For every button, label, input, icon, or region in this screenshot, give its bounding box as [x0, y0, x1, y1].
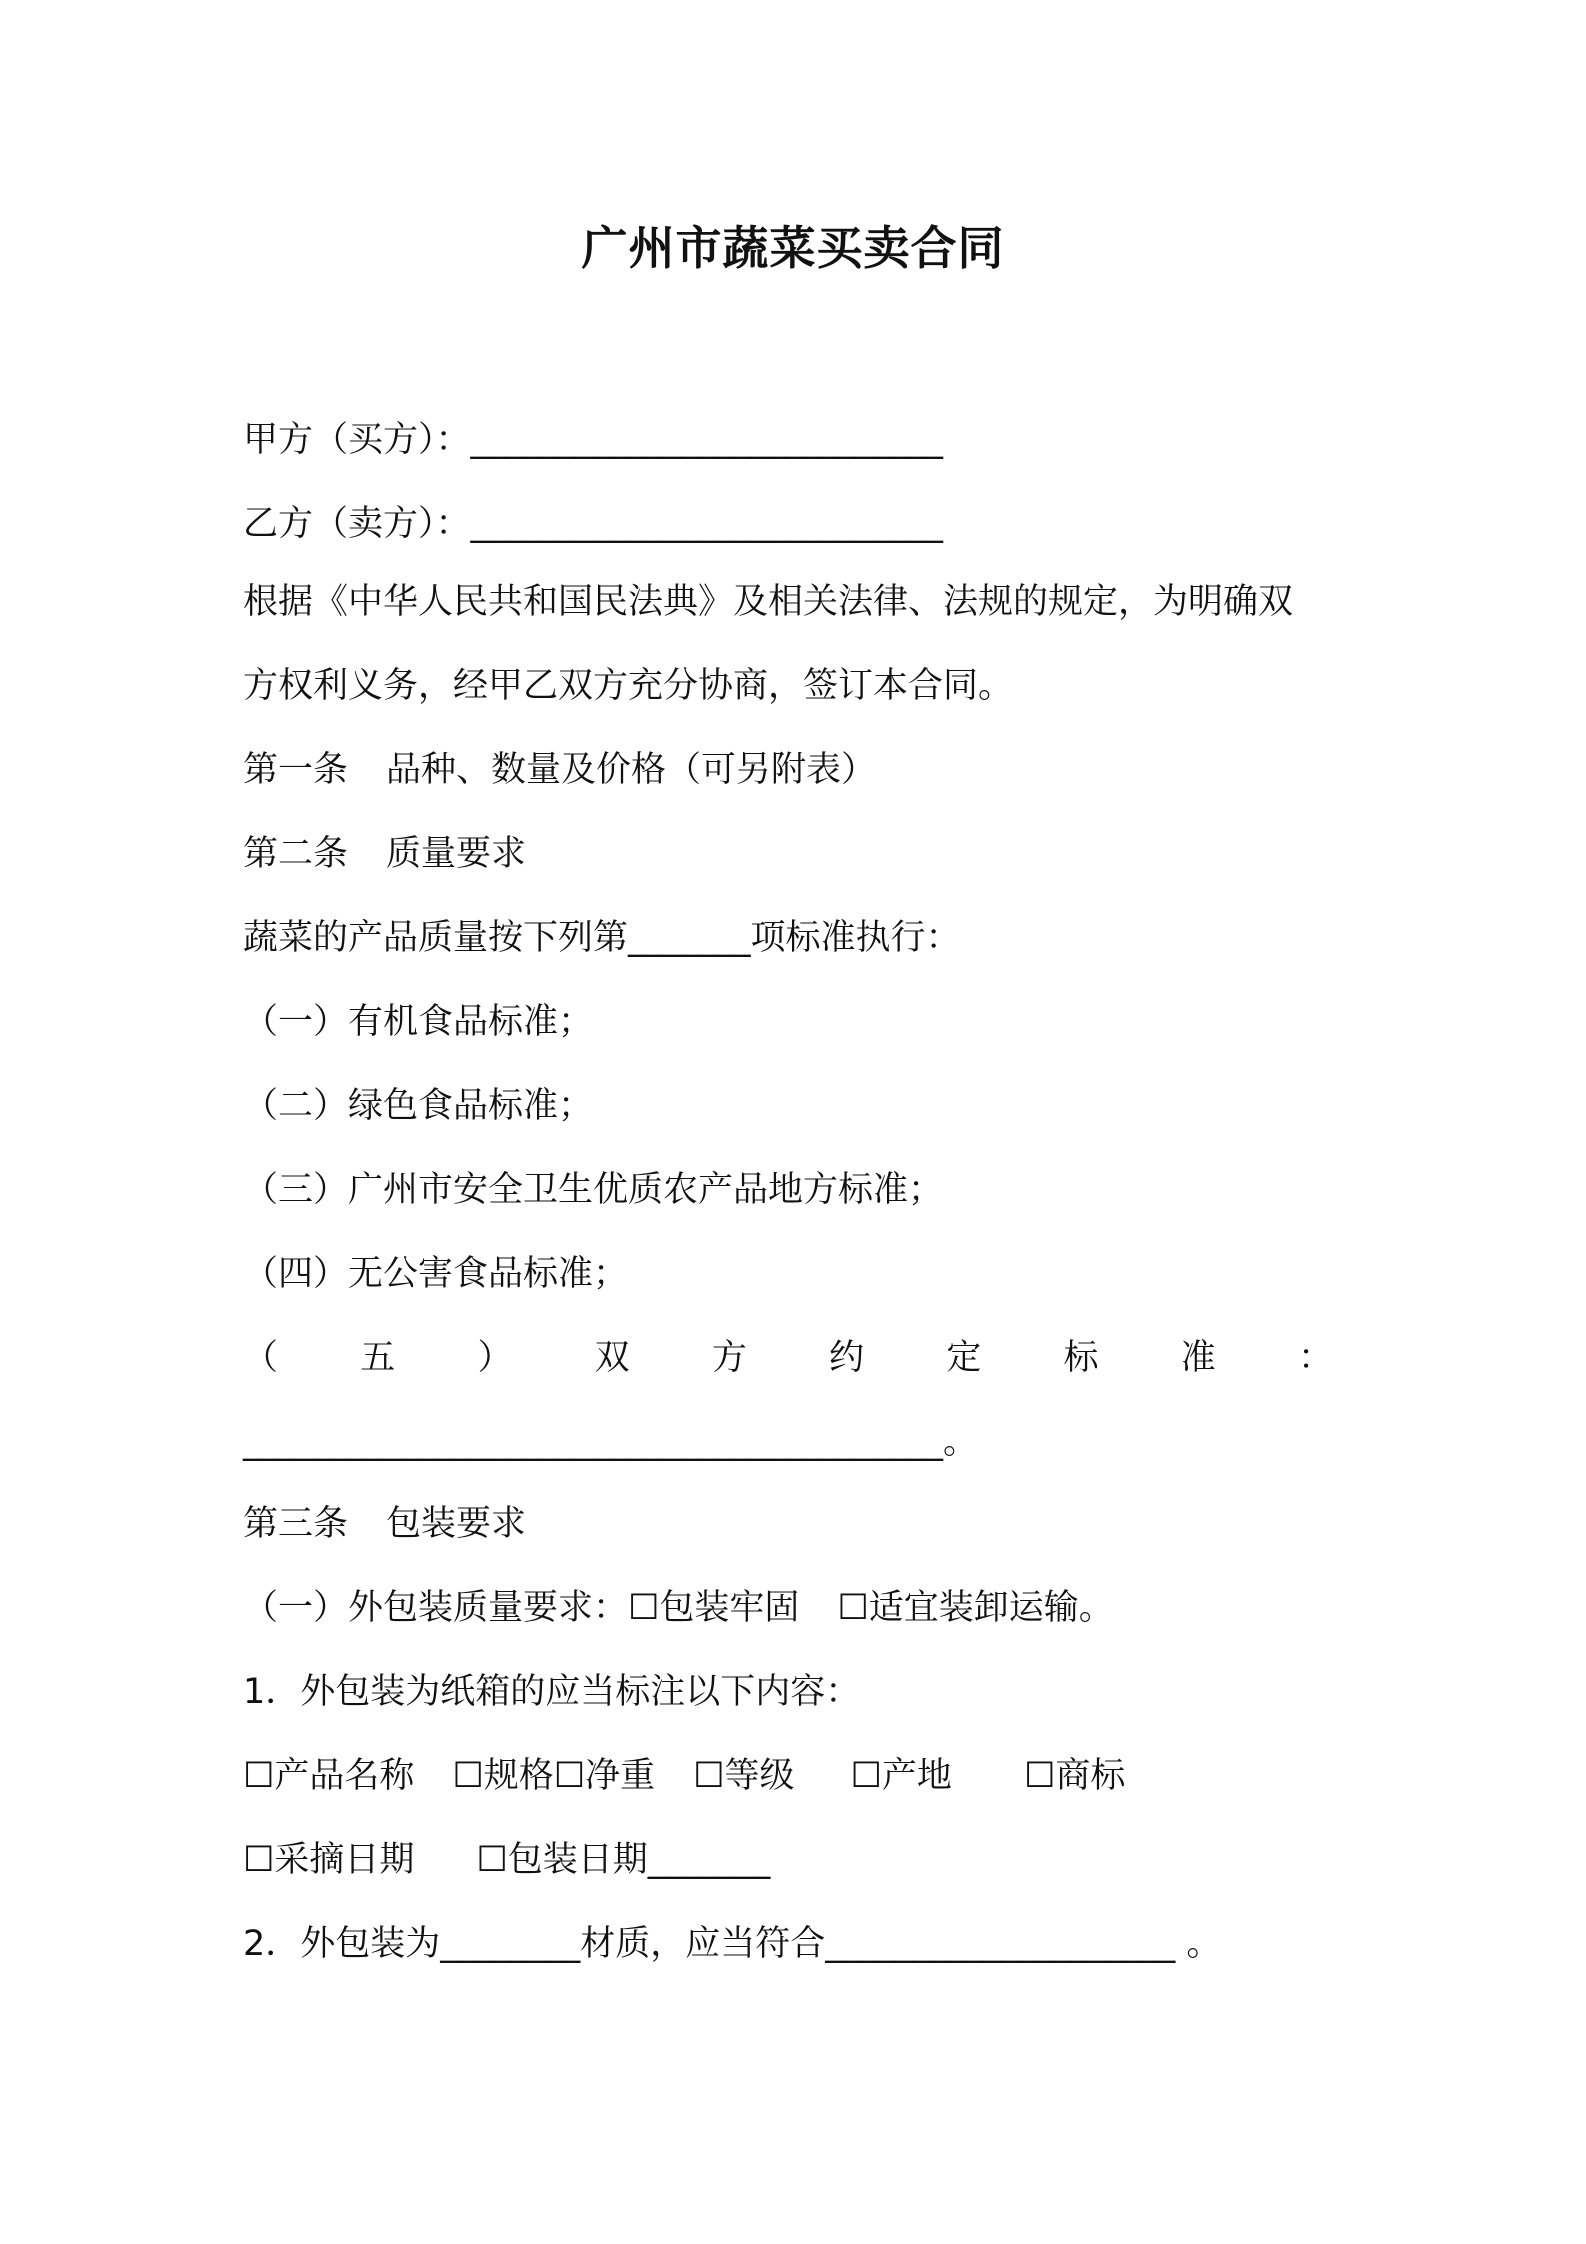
standard-item-5-char: （ [243, 1338, 279, 1378]
standard-item-3: （三）广州市安全卫生优质农产品地方标准； [243, 1170, 944, 1210]
article-3-title: 包装要求 [386, 1504, 527, 1544]
outer-packing-material-line: 2．外包装为________材质，应当符合____________________ 。 [243, 1924, 1222, 1964]
standard-item-5-char: ） [477, 1338, 513, 1378]
preamble-line-1: 根据《中华人民共和国民法典》及相关法律、法规的规定，为明确双 [243, 582, 1294, 622]
standard-item-5-char: 双 [594, 1338, 630, 1378]
article-2-number: 第二条 [243, 834, 349, 874]
checkbox-option-harvest-date[interactable]: ☐采摘日期 [243, 1840, 415, 1880]
checkbox-option-grade[interactable]: ☐等级 [693, 1756, 795, 1796]
article-3-heading [243, 1502, 526, 1546]
standard-item-1: （一）有机食品标准； [243, 1002, 594, 1042]
checkbox-option-sturdy[interactable]: ☐包装牢固 [628, 1588, 800, 1628]
standard-item-4: （四）无公害食品标准； [243, 1254, 629, 1294]
article-1-title: 品种、数量及价格（可另附表） [386, 750, 877, 790]
standard-item-5-char: ： [1297, 1338, 1333, 1378]
article-1-number: 第一条 [243, 750, 349, 790]
standard-item-5-char: 约 [829, 1338, 865, 1378]
standard-item-5-char: 五 [360, 1338, 396, 1378]
checkbox-option-product-name[interactable]: ☐产品名称 [243, 1756, 415, 1796]
article-3-number: 第三条 [243, 1504, 349, 1544]
quality-intro: 蔬菜的产品质量按下列第_______项标准执行： [243, 918, 961, 958]
outer-packing-label: （一）外包装质量要求： [243, 1588, 629, 1628]
carton-label-options-row-1 [243, 1754, 1163, 1798]
party-a-line: 甲方（买方）：___________________________ [243, 420, 944, 460]
party-b-line: 乙方（卖方）：___________________________ [243, 504, 944, 544]
standard-item-2: （二）绿色食品标准； [243, 1086, 594, 1126]
preamble-line-2: 方权利义务，经甲乙双方充分协商，签订本合同。 [243, 666, 1014, 706]
standard-item-5-char: 标 [1063, 1338, 1099, 1378]
standard-item-5 [243, 1336, 1333, 1380]
checkbox-option-packing-date[interactable]: ☐包装日期_______ [476, 1840, 771, 1880]
article-1-heading [243, 748, 876, 792]
carton-label-intro: 1．外包装为纸箱的应当标注以下内容： [243, 1672, 861, 1712]
checkbox-option-trademark[interactable]: ☐商标 [1023, 1756, 1126, 1796]
carton-label-options-row-2 [243, 1838, 808, 1882]
article-2-heading [243, 832, 526, 876]
outer-packing-requirements [243, 1586, 1114, 1630]
checkbox-option-origin[interactable]: ☐产地 [850, 1756, 952, 1796]
article-2-title: 质量要求 [386, 834, 527, 874]
checkbox-option-spec-weight[interactable]: ☐规格☐净重 [452, 1756, 656, 1796]
standard-item-5-char: 定 [946, 1338, 982, 1378]
standard-item-5-blank: ________________________________________。 [243, 1422, 979, 1462]
document-title: 广州市蔬菜买卖合同 [581, 221, 1005, 275]
standard-item-5-char: 准 [1180, 1338, 1216, 1378]
standard-item-5-char: 方 [711, 1338, 747, 1378]
checkbox-option-transport[interactable]: ☐适宜装卸运输。 [837, 1588, 1114, 1628]
